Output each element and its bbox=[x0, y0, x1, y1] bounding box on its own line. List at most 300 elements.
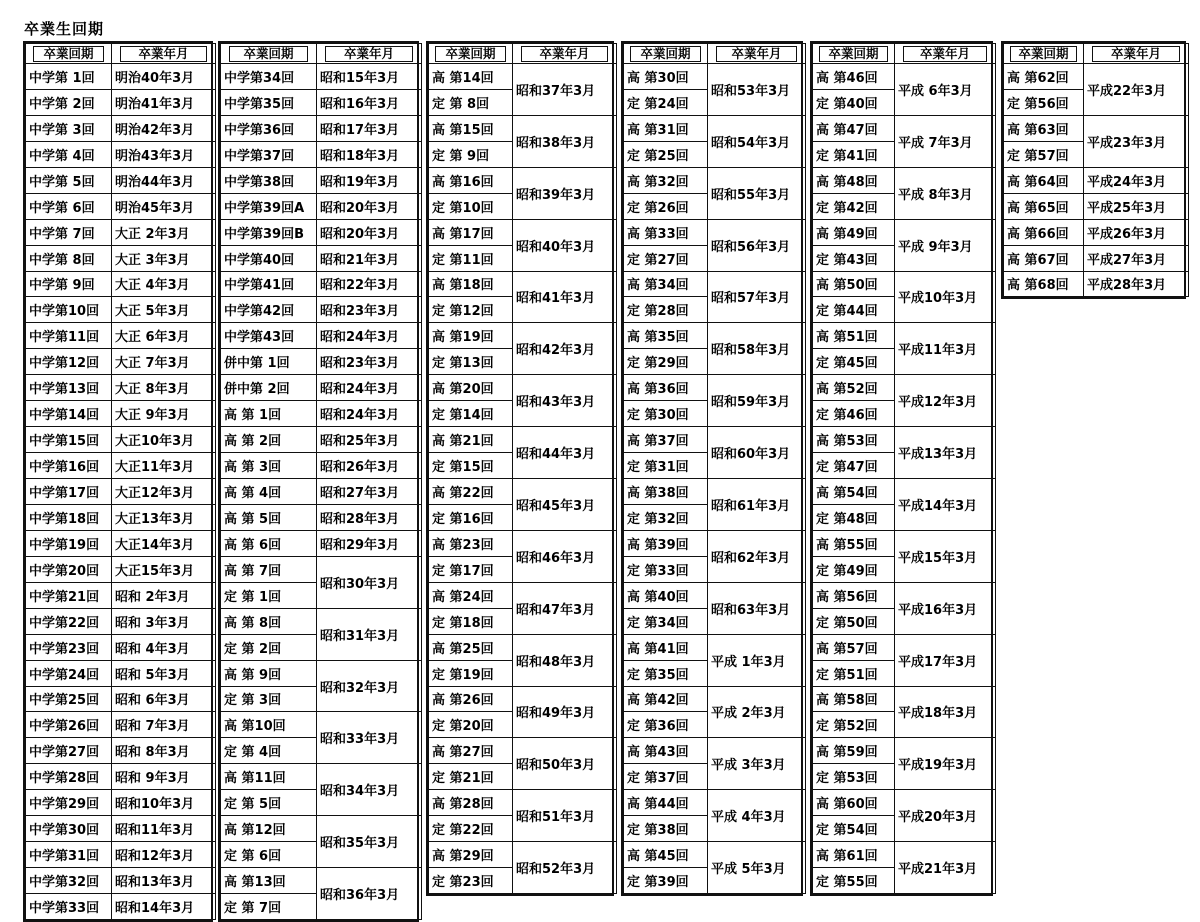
graduation-term-cell: 中学第 7回 bbox=[26, 219, 112, 245]
header-graduation-term-label: 卒業回期 bbox=[33, 46, 105, 62]
table-row bbox=[221, 479, 422, 505]
header-graduation-date-label: 卒業年月 bbox=[903, 46, 987, 62]
graduation-term-cell: 中学第43回 bbox=[221, 323, 317, 349]
graduation-term-cell: 高 第44回 bbox=[624, 790, 708, 816]
table-row bbox=[221, 868, 422, 894]
graduation-term-cell: 高 第16回 bbox=[429, 167, 513, 193]
table-row bbox=[813, 479, 996, 505]
graduation-date-cell: 平成21年3月 bbox=[895, 842, 996, 894]
table-row bbox=[429, 790, 617, 816]
table-row bbox=[26, 686, 216, 712]
graduation-term-cell: 定 第28回 bbox=[624, 297, 708, 323]
graduation-term-cell: 中学第29回 bbox=[26, 790, 112, 816]
graduation-date-cell: 昭和21年3月 bbox=[317, 245, 422, 271]
graduation-term-cell: 定 第 9回 bbox=[429, 141, 513, 167]
graduation-term-cell: 高 第18回 bbox=[429, 271, 513, 297]
graduation-date-cell: 平成 8年3月 bbox=[895, 167, 996, 219]
graduation-date-cell: 昭和43年3月 bbox=[513, 375, 617, 427]
header-graduation-date bbox=[895, 44, 996, 64]
table-row bbox=[624, 686, 806, 712]
graduation-term-cell: 高 第 4回 bbox=[221, 479, 317, 505]
graduation-date-cell: 昭和17年3月 bbox=[317, 115, 422, 141]
graduation-term-cell: 定 第31回 bbox=[624, 453, 708, 479]
table-row bbox=[813, 427, 996, 453]
table-row bbox=[221, 556, 422, 582]
graduation-date-cell: 昭和10年3月 bbox=[112, 790, 216, 816]
table-row bbox=[1004, 271, 1189, 297]
table-row bbox=[26, 453, 216, 479]
graduation-term-cell: 中学第21回 bbox=[26, 582, 112, 608]
graduation-date-cell: 昭和32年3月 bbox=[317, 660, 422, 712]
graduation-term-cell: 中学第11回 bbox=[26, 323, 112, 349]
graduation-table-4 bbox=[621, 41, 803, 896]
graduation-term-cell: 定 第29回 bbox=[624, 349, 708, 375]
table-row bbox=[26, 764, 216, 790]
table-row bbox=[624, 634, 806, 660]
graduation-term-cell: 中学第40回 bbox=[221, 245, 317, 271]
table-row bbox=[429, 427, 617, 453]
table-row bbox=[221, 504, 422, 530]
graduation-term-cell: 高 第20回 bbox=[429, 375, 513, 401]
graduation-date-cell: 昭和28年3月 bbox=[317, 504, 422, 530]
table-row bbox=[429, 738, 617, 764]
graduation-term-cell: 定 第16回 bbox=[429, 504, 513, 530]
graduation-table-6 bbox=[1001, 41, 1186, 299]
graduation-date-cell: 平成 2年3月 bbox=[708, 686, 806, 738]
graduation-date-cell: 昭和52年3月 bbox=[513, 842, 617, 894]
graduation-date-cell: 大正 9年3月 bbox=[112, 401, 216, 427]
header-graduation-term bbox=[624, 44, 708, 64]
graduation-term-cell: 高 第23回 bbox=[429, 530, 513, 556]
table bbox=[812, 43, 996, 894]
graduation-date-cell: 昭和58年3月 bbox=[708, 323, 806, 375]
table-row bbox=[26, 375, 216, 401]
graduation-term-cell: 高 第68回 bbox=[1004, 271, 1084, 297]
graduation-term-cell: 中学第14回 bbox=[26, 401, 112, 427]
table-row bbox=[1004, 219, 1189, 245]
table-row bbox=[429, 842, 617, 868]
graduation-term-cell: 定 第49回 bbox=[813, 556, 895, 582]
table-row bbox=[26, 738, 216, 764]
graduation-term-cell: 高 第59回 bbox=[813, 738, 895, 764]
graduation-term-cell: 中学第34回 bbox=[221, 64, 317, 90]
table-header-row bbox=[813, 44, 996, 64]
graduation-term-cell: 中学第 9回 bbox=[26, 271, 112, 297]
graduation-term-cell: 定 第34回 bbox=[624, 608, 708, 634]
graduation-date-cell: 昭和46年3月 bbox=[513, 530, 617, 582]
graduation-term-cell: 定 第50回 bbox=[813, 608, 895, 634]
page-title: 卒業生回期 bbox=[24, 20, 105, 38]
header-graduation-date bbox=[708, 44, 806, 64]
graduation-term-cell: 定 第19回 bbox=[429, 660, 513, 686]
graduation-term-cell: 高 第12回 bbox=[221, 816, 317, 842]
table-row bbox=[26, 816, 216, 842]
table-row bbox=[429, 375, 617, 401]
graduation-term-cell: 高 第10回 bbox=[221, 712, 317, 738]
graduation-term-cell: 定 第54回 bbox=[813, 816, 895, 842]
graduation-date-cell: 昭和23年3月 bbox=[317, 349, 422, 375]
table-row bbox=[624, 219, 806, 245]
table-row bbox=[624, 790, 806, 816]
table-row bbox=[813, 64, 996, 90]
graduation-date-cell: 昭和30年3月 bbox=[317, 556, 422, 608]
graduation-date-cell: 昭和20年3月 bbox=[317, 219, 422, 245]
graduation-term-cell: 定 第 3回 bbox=[221, 686, 317, 712]
graduation-date-cell: 昭和38年3月 bbox=[513, 115, 617, 167]
graduation-term-cell: 高 第66回 bbox=[1004, 219, 1084, 245]
graduation-term-cell: 高 第 8回 bbox=[221, 608, 317, 634]
header-graduation-date bbox=[317, 44, 422, 64]
graduation-date-cell: 昭和50年3月 bbox=[513, 738, 617, 790]
graduation-term-cell: 高 第27回 bbox=[429, 738, 513, 764]
graduation-date-cell: 大正 8年3月 bbox=[112, 375, 216, 401]
table-row bbox=[1004, 245, 1189, 271]
table-row bbox=[26, 894, 216, 920]
graduation-term-cell: 高 第63回 bbox=[1004, 115, 1084, 141]
graduation-term-cell: 高 第46回 bbox=[813, 64, 895, 90]
header-graduation-term bbox=[813, 44, 895, 64]
graduation-term-cell: 高 第24回 bbox=[429, 582, 513, 608]
graduation-term-cell: 中学第 3回 bbox=[26, 115, 112, 141]
graduation-term-cell: 中学第22回 bbox=[26, 608, 112, 634]
graduation-term-cell: 定 第13回 bbox=[429, 349, 513, 375]
graduation-date-cell: 明治41年3月 bbox=[112, 89, 216, 115]
graduation-term-cell: 中学第31回 bbox=[26, 842, 112, 868]
graduation-term-cell: 高 第65回 bbox=[1004, 193, 1084, 219]
graduation-term-cell: 高 第 7回 bbox=[221, 556, 317, 582]
graduation-term-cell: 高 第36回 bbox=[624, 375, 708, 401]
graduation-date-cell: 昭和40年3月 bbox=[513, 219, 617, 271]
graduation-date-cell: 大正 7年3月 bbox=[112, 349, 216, 375]
graduation-date-cell: 昭和22年3月 bbox=[317, 271, 422, 297]
graduation-term-cell: 中学第20回 bbox=[26, 556, 112, 582]
graduation-term-cell: 中学第26回 bbox=[26, 712, 112, 738]
graduation-date-cell: 平成26年3月 bbox=[1084, 219, 1189, 245]
graduation-date-cell: 昭和62年3月 bbox=[708, 530, 806, 582]
table-row bbox=[813, 167, 996, 193]
graduation-date-cell: 昭和 4年3月 bbox=[112, 634, 216, 660]
graduation-date-cell: 大正12年3月 bbox=[112, 479, 216, 505]
table-row bbox=[1004, 64, 1189, 90]
table-row bbox=[26, 504, 216, 530]
graduation-term-cell: 高 第35回 bbox=[624, 323, 708, 349]
graduation-date-cell: 平成28年3月 bbox=[1084, 271, 1189, 297]
graduation-date-cell: 昭和48年3月 bbox=[513, 634, 617, 686]
graduation-term-cell: 高 第54回 bbox=[813, 479, 895, 505]
graduation-term-cell: 高 第22回 bbox=[429, 479, 513, 505]
graduation-date-cell: 平成22年3月 bbox=[1084, 64, 1189, 116]
graduation-term-cell: 高 第53回 bbox=[813, 427, 895, 453]
graduation-term-cell: 中学第38回 bbox=[221, 167, 317, 193]
graduation-term-cell: 中学第 5回 bbox=[26, 167, 112, 193]
graduation-term-cell: 高 第25回 bbox=[429, 634, 513, 660]
graduation-term-cell: 高 第67回 bbox=[1004, 245, 1084, 271]
table-header-row bbox=[1004, 44, 1189, 64]
graduation-term-cell: 中学第18回 bbox=[26, 504, 112, 530]
graduation-date-cell: 明治45年3月 bbox=[112, 193, 216, 219]
table-row bbox=[813, 115, 996, 141]
graduation-term-cell: 定 第24回 bbox=[624, 89, 708, 115]
graduation-date-cell: 昭和29年3月 bbox=[317, 530, 422, 556]
graduation-term-cell: 高 第33回 bbox=[624, 219, 708, 245]
table-row bbox=[26, 842, 216, 868]
graduation-date-cell: 昭和47年3月 bbox=[513, 582, 617, 634]
table-row bbox=[429, 167, 617, 193]
graduation-date-cell: 平成 5年3月 bbox=[708, 842, 806, 894]
header-graduation-term-label: 卒業回期 bbox=[435, 46, 505, 62]
graduation-term-cell: 高 第 9回 bbox=[221, 660, 317, 686]
table-header-row bbox=[429, 44, 617, 64]
graduation-term-cell: 定 第 7回 bbox=[221, 894, 317, 920]
graduation-date-cell: 大正 5年3月 bbox=[112, 297, 216, 323]
graduation-date-cell: 昭和24年3月 bbox=[317, 323, 422, 349]
table-row bbox=[26, 427, 216, 453]
graduation-date-cell: 昭和25年3月 bbox=[317, 427, 422, 453]
graduation-term-cell: 中学第 6回 bbox=[26, 193, 112, 219]
table-row bbox=[221, 323, 422, 349]
table-row bbox=[221, 193, 422, 219]
table-row bbox=[26, 712, 216, 738]
graduation-term-cell: 高 第39回 bbox=[624, 530, 708, 556]
graduation-term-cell: 定 第21回 bbox=[429, 764, 513, 790]
table-row bbox=[221, 816, 422, 842]
graduation-term-cell: 高 第47回 bbox=[813, 115, 895, 141]
table-row bbox=[221, 219, 422, 245]
table-row bbox=[624, 271, 806, 297]
table-row bbox=[429, 64, 617, 90]
header-graduation-date-label: 卒業年月 bbox=[1092, 46, 1179, 62]
graduation-term-cell: 定 第17回 bbox=[429, 556, 513, 582]
header-graduation-term-label: 卒業回期 bbox=[229, 46, 309, 62]
graduation-date-cell: 昭和19年3月 bbox=[317, 167, 422, 193]
table-row bbox=[221, 530, 422, 556]
graduation-date-cell: 昭和24年3月 bbox=[317, 401, 422, 427]
graduation-date-cell: 昭和24年3月 bbox=[317, 375, 422, 401]
graduation-term-cell: 併中第 1回 bbox=[221, 349, 317, 375]
table-row bbox=[813, 323, 996, 349]
table-row bbox=[221, 271, 422, 297]
graduation-term-cell: 高 第21回 bbox=[429, 427, 513, 453]
graduation-term-cell: 高 第37回 bbox=[624, 427, 708, 453]
table-row bbox=[26, 271, 216, 297]
graduation-date-cell: 大正 2年3月 bbox=[112, 219, 216, 245]
graduation-date-cell: 昭和27年3月 bbox=[317, 479, 422, 505]
graduation-term-cell: 定 第36回 bbox=[624, 712, 708, 738]
graduation-term-cell: 定 第 5回 bbox=[221, 790, 317, 816]
table-row bbox=[1004, 115, 1189, 141]
graduation-term-cell: 中学第23回 bbox=[26, 634, 112, 660]
graduation-term-cell: 高 第42回 bbox=[624, 686, 708, 712]
graduation-term-cell: 高 第56回 bbox=[813, 582, 895, 608]
table-row bbox=[221, 297, 422, 323]
graduation-term-cell: 定 第56回 bbox=[1004, 89, 1084, 115]
table-row bbox=[26, 582, 216, 608]
graduation-term-cell: 定 第30回 bbox=[624, 401, 708, 427]
graduation-date-cell: 大正 6年3月 bbox=[112, 323, 216, 349]
graduation-date-cell: 大正11年3月 bbox=[112, 453, 216, 479]
graduation-date-cell: 昭和18年3月 bbox=[317, 141, 422, 167]
graduation-term-cell: 中学第24回 bbox=[26, 660, 112, 686]
graduation-date-cell: 平成 6年3月 bbox=[895, 64, 996, 116]
table-row bbox=[429, 479, 617, 505]
graduation-term-cell: 定 第33回 bbox=[624, 556, 708, 582]
graduation-date-cell: 昭和60年3月 bbox=[708, 427, 806, 479]
graduation-date-cell: 平成16年3月 bbox=[895, 582, 996, 634]
table-row bbox=[26, 868, 216, 894]
graduation-term-cell: 中学第 1回 bbox=[26, 64, 112, 90]
graduation-date-cell: 昭和 6年3月 bbox=[112, 686, 216, 712]
graduation-term-cell: 高 第13回 bbox=[221, 868, 317, 894]
table-row bbox=[26, 634, 216, 660]
graduation-term-cell: 中学第33回 bbox=[26, 894, 112, 920]
table-row bbox=[221, 608, 422, 634]
graduation-term-cell: 中学第42回 bbox=[221, 297, 317, 323]
graduation-date-cell: 平成19年3月 bbox=[895, 738, 996, 790]
table-row bbox=[26, 660, 216, 686]
graduation-date-cell: 昭和12年3月 bbox=[112, 842, 216, 868]
table bbox=[428, 43, 617, 894]
graduation-term-cell: 中学第 2回 bbox=[26, 89, 112, 115]
graduation-term-cell: 高 第48回 bbox=[813, 167, 895, 193]
graduation-date-cell: 平成 1年3月 bbox=[708, 634, 806, 686]
graduation-date-cell: 平成12年3月 bbox=[895, 375, 996, 427]
header-graduation-date-label: 卒業年月 bbox=[716, 46, 798, 62]
graduation-date-cell: 平成27年3月 bbox=[1084, 245, 1189, 271]
header-graduation-date-label: 卒業年月 bbox=[325, 46, 412, 62]
graduation-term-cell: 高 第 5回 bbox=[221, 504, 317, 530]
graduation-date-cell: 昭和57年3月 bbox=[708, 271, 806, 323]
header-graduation-term bbox=[221, 44, 317, 64]
table-header-row bbox=[221, 44, 422, 64]
graduation-term-cell: 定 第39回 bbox=[624, 868, 708, 894]
graduation-term-cell: 中学第 4回 bbox=[26, 141, 112, 167]
table-row bbox=[429, 686, 617, 712]
graduation-term-cell: 定 第 2回 bbox=[221, 634, 317, 660]
graduation-term-cell: 定 第 6回 bbox=[221, 842, 317, 868]
graduation-term-cell: 中学第19回 bbox=[26, 530, 112, 556]
graduation-term-cell: 定 第35回 bbox=[624, 660, 708, 686]
graduation-date-cell: 明治42年3月 bbox=[112, 115, 216, 141]
table-row bbox=[26, 167, 216, 193]
header-graduation-term-label: 卒業回期 bbox=[819, 46, 887, 62]
header-graduation-date-label: 卒業年月 bbox=[521, 46, 607, 62]
table-row bbox=[624, 427, 806, 453]
graduation-date-cell: 昭和42年3月 bbox=[513, 323, 617, 375]
graduation-term-cell: 定 第52回 bbox=[813, 712, 895, 738]
table-row bbox=[624, 167, 806, 193]
graduation-table-1 bbox=[23, 41, 213, 922]
table-row bbox=[813, 634, 996, 660]
table-row bbox=[26, 530, 216, 556]
table-row bbox=[813, 582, 996, 608]
table bbox=[25, 43, 216, 920]
graduation-date-cell: 昭和 5年3月 bbox=[112, 660, 216, 686]
header-graduation-date-label: 卒業年月 bbox=[120, 46, 206, 62]
table-row bbox=[813, 738, 996, 764]
graduation-term-cell: 高 第50回 bbox=[813, 271, 895, 297]
graduation-term-cell: 定 第18回 bbox=[429, 608, 513, 634]
graduation-term-cell: 定 第43回 bbox=[813, 245, 895, 271]
table bbox=[623, 43, 806, 894]
graduation-term-cell: 定 第 4回 bbox=[221, 738, 317, 764]
header-graduation-term bbox=[429, 44, 513, 64]
table-row bbox=[26, 297, 216, 323]
graduation-term-cell: 定 第 1回 bbox=[221, 582, 317, 608]
table-row bbox=[26, 479, 216, 505]
graduation-term-cell: 中学第 8回 bbox=[26, 245, 112, 271]
graduation-date-cell: 大正 4年3月 bbox=[112, 271, 216, 297]
graduation-date-cell: 大正10年3月 bbox=[112, 427, 216, 453]
graduation-term-cell: 定 第26回 bbox=[624, 193, 708, 219]
graduation-term-cell: 高 第17回 bbox=[429, 219, 513, 245]
graduation-term-cell: 併中第 2回 bbox=[221, 375, 317, 401]
graduation-term-cell: 高 第64回 bbox=[1004, 167, 1084, 193]
graduation-date-cell: 平成 3年3月 bbox=[708, 738, 806, 790]
header-graduation-term bbox=[26, 44, 112, 64]
graduation-date-cell: 大正13年3月 bbox=[112, 504, 216, 530]
graduation-term-cell: 高 第32回 bbox=[624, 167, 708, 193]
table-row bbox=[221, 141, 422, 167]
table-row bbox=[813, 790, 996, 816]
graduation-term-cell: 中学第39回A bbox=[221, 193, 317, 219]
graduation-term-cell: 中学第28回 bbox=[26, 764, 112, 790]
graduation-date-cell: 昭和31年3月 bbox=[317, 608, 422, 660]
table-row bbox=[221, 660, 422, 686]
table-row bbox=[221, 712, 422, 738]
graduation-date-cell: 平成14年3月 bbox=[895, 479, 996, 531]
graduation-term-cell: 定 第10回 bbox=[429, 193, 513, 219]
graduation-date-cell: 昭和49年3月 bbox=[513, 686, 617, 738]
graduation-term-cell: 高 第14回 bbox=[429, 64, 513, 90]
graduation-date-cell: 昭和63年3月 bbox=[708, 582, 806, 634]
graduation-date-cell: 昭和61年3月 bbox=[708, 479, 806, 531]
graduation-date-cell: 昭和 9年3月 bbox=[112, 764, 216, 790]
table-row bbox=[429, 582, 617, 608]
graduation-term-cell: 高 第62回 bbox=[1004, 64, 1084, 90]
graduation-date-cell: 昭和13年3月 bbox=[112, 868, 216, 894]
graduation-term-cell: 中学第30回 bbox=[26, 816, 112, 842]
graduation-term-cell: 高 第45回 bbox=[624, 842, 708, 868]
graduation-term-cell: 定 第46回 bbox=[813, 401, 895, 427]
graduation-term-cell: 定 第47回 bbox=[813, 453, 895, 479]
graduation-date-cell: 平成24年3月 bbox=[1084, 167, 1189, 193]
graduation-term-cell: 定 第25回 bbox=[624, 141, 708, 167]
table-row bbox=[813, 271, 996, 297]
graduation-date-cell: 昭和 7年3月 bbox=[112, 712, 216, 738]
table-row bbox=[26, 219, 216, 245]
graduation-term-cell: 定 第48回 bbox=[813, 504, 895, 530]
table-row bbox=[221, 64, 422, 90]
table-row bbox=[221, 764, 422, 790]
graduation-term-cell: 中学第12回 bbox=[26, 349, 112, 375]
table-row bbox=[813, 842, 996, 868]
table-row bbox=[221, 115, 422, 141]
graduation-term-cell: 高 第55回 bbox=[813, 530, 895, 556]
graduation-term-cell: 中学第10回 bbox=[26, 297, 112, 323]
graduation-term-cell: 高 第 3回 bbox=[221, 453, 317, 479]
graduation-date-cell: 平成11年3月 bbox=[895, 323, 996, 375]
table-row bbox=[624, 738, 806, 764]
graduation-date-cell: 昭和44年3月 bbox=[513, 427, 617, 479]
graduation-term-cell: 高 第41回 bbox=[624, 634, 708, 660]
graduation-term-cell: 高 第15回 bbox=[429, 115, 513, 141]
table-row bbox=[429, 271, 617, 297]
table-row bbox=[1004, 193, 1189, 219]
table-row bbox=[624, 64, 806, 90]
graduation-date-cell: 昭和37年3月 bbox=[513, 64, 617, 116]
graduation-term-cell: 高 第52回 bbox=[813, 375, 895, 401]
graduation-term-cell: 中学第13回 bbox=[26, 375, 112, 401]
